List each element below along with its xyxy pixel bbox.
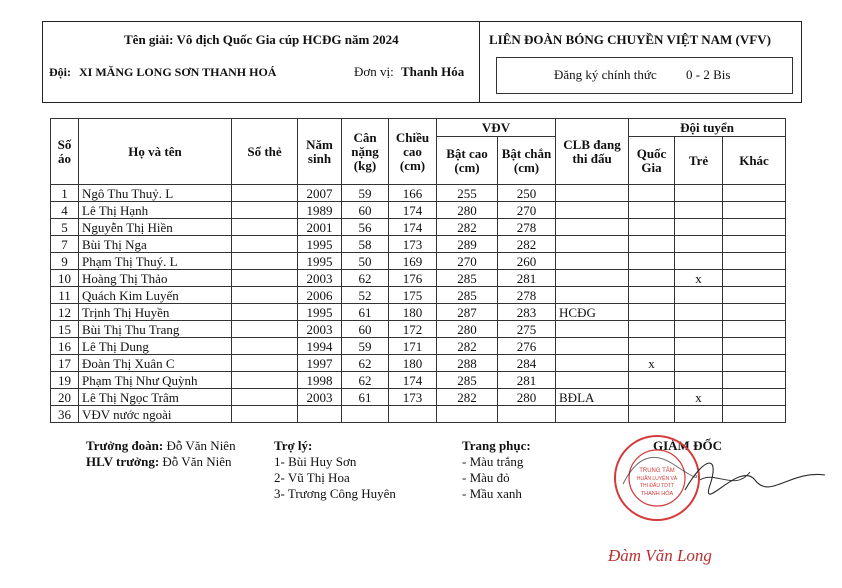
table-row bbox=[51, 202, 786, 219]
cell-youth bbox=[675, 219, 723, 236]
cell-other bbox=[723, 355, 786, 372]
col-national: Quốc Gia bbox=[629, 137, 675, 185]
cell-name: Quách Kim Luyến bbox=[79, 287, 232, 304]
cell-name: Phạm Thị Thuý. L bbox=[79, 253, 232, 270]
col-spike: Bật cao (cm) bbox=[437, 137, 498, 185]
cell-national bbox=[629, 287, 675, 304]
cell-national bbox=[629, 219, 675, 236]
cell-card bbox=[232, 219, 298, 236]
table-row bbox=[51, 219, 786, 236]
cell-year: 2003 bbox=[298, 321, 342, 338]
table-row bbox=[51, 185, 786, 202]
cell-card bbox=[232, 202, 298, 219]
uniform-item: - Mầu xanh bbox=[462, 486, 522, 501]
cell-year: 1997 bbox=[298, 355, 342, 372]
cell-block: 281 bbox=[498, 372, 556, 389]
col-block: Bật chắn (cm) bbox=[498, 137, 556, 185]
cell-card bbox=[232, 372, 298, 389]
cell-block: 278 bbox=[498, 287, 556, 304]
cell-other bbox=[723, 202, 786, 219]
cell-name: Nguyễn Thị Hiền bbox=[79, 219, 232, 236]
cell-club: BĐLA bbox=[556, 389, 629, 406]
cell-block: 281 bbox=[498, 270, 556, 287]
cell-card bbox=[232, 185, 298, 202]
cell-card bbox=[232, 389, 298, 406]
table-row bbox=[51, 304, 786, 321]
cell-weight bbox=[342, 406, 389, 423]
cell-youth bbox=[675, 338, 723, 355]
uniform-block bbox=[462, 438, 531, 502]
cell-youth bbox=[675, 372, 723, 389]
cell-other bbox=[723, 270, 786, 287]
cell-name: Lê Thị Ngọc Trâm bbox=[79, 389, 232, 406]
table-row bbox=[51, 338, 786, 355]
cell-year: 1995 bbox=[298, 236, 342, 253]
manager-name: Đỗ Văn Niên bbox=[166, 438, 236, 453]
cell-other bbox=[723, 338, 786, 355]
cell-block: 275 bbox=[498, 321, 556, 338]
table-row bbox=[51, 372, 786, 389]
cell-height: 171 bbox=[389, 338, 437, 355]
cell-block: 276 bbox=[498, 338, 556, 355]
cell-block: 280 bbox=[498, 389, 556, 406]
cell-year bbox=[298, 406, 342, 423]
cell-height: 173 bbox=[389, 389, 437, 406]
table-row bbox=[51, 389, 786, 406]
cell-club bbox=[556, 185, 629, 202]
cell-club bbox=[556, 406, 629, 423]
cell-other bbox=[723, 219, 786, 236]
cell-spike: 282 bbox=[437, 338, 498, 355]
cell-number: 9 bbox=[51, 253, 79, 270]
cell-spike: 287 bbox=[437, 304, 498, 321]
cell-number: 4 bbox=[51, 202, 79, 219]
cell-weight: 62 bbox=[342, 355, 389, 372]
cell-national bbox=[629, 185, 675, 202]
cell-year: 1994 bbox=[298, 338, 342, 355]
cell-national bbox=[629, 270, 675, 287]
cell-spike bbox=[437, 406, 498, 423]
cell-year: 2007 bbox=[298, 185, 342, 202]
cell-weight: 59 bbox=[342, 338, 389, 355]
cell-weight: 60 bbox=[342, 321, 389, 338]
cell-weight: 62 bbox=[342, 372, 389, 389]
table-row bbox=[51, 270, 786, 287]
uniform-item: - Màu trắng bbox=[462, 454, 524, 469]
cell-youth: x bbox=[675, 270, 723, 287]
header-box bbox=[42, 21, 802, 103]
cell-height: 175 bbox=[389, 287, 437, 304]
cell-club bbox=[556, 236, 629, 253]
col-team-group: Đội tuyển bbox=[629, 119, 786, 137]
cell-number: 15 bbox=[51, 321, 79, 338]
cell-youth bbox=[675, 321, 723, 338]
col-club: CLB đang thi đấu bbox=[556, 119, 629, 185]
registration-label: Đăng ký chính thức bbox=[554, 67, 657, 82]
cell-national bbox=[629, 236, 675, 253]
cell-height: 180 bbox=[389, 304, 437, 321]
assistants-block bbox=[274, 438, 396, 502]
cell-national bbox=[629, 304, 675, 321]
roster-body bbox=[51, 185, 786, 423]
cell-weight: 62 bbox=[342, 270, 389, 287]
assistant-item: 2- Vũ Thị Hoa bbox=[274, 470, 350, 485]
cell-number: 10 bbox=[51, 270, 79, 287]
cell-youth bbox=[675, 304, 723, 321]
registration-box bbox=[496, 57, 793, 94]
team-name: XI MĂNG LONG SƠN THANH HOÁ bbox=[79, 65, 277, 79]
svg-text:THI ĐẤU TDTT: THI ĐẤU TDTT bbox=[639, 483, 675, 489]
cell-block: 270 bbox=[498, 202, 556, 219]
cell-block: 250 bbox=[498, 185, 556, 202]
cell-youth bbox=[675, 202, 723, 219]
uniform-label: Trang phục: bbox=[462, 438, 531, 453]
cell-card bbox=[232, 253, 298, 270]
cell-year: 1995 bbox=[298, 304, 342, 321]
cell-year: 1989 bbox=[298, 202, 342, 219]
cell-number: 1 bbox=[51, 185, 79, 202]
cell-name: Ngô Thu Thuỷ. L bbox=[79, 185, 232, 202]
cell-youth bbox=[675, 236, 723, 253]
col-weight: Cân nặng (kg) bbox=[342, 119, 389, 185]
director-name: Đàm Văn Long bbox=[608, 546, 712, 565]
cell-block: 278 bbox=[498, 219, 556, 236]
cell-national bbox=[629, 202, 675, 219]
cell-card bbox=[232, 270, 298, 287]
cell-name: Hoàng Thị Thảo bbox=[79, 270, 232, 287]
table-row bbox=[51, 253, 786, 270]
cell-other bbox=[723, 236, 786, 253]
cell-card bbox=[232, 321, 298, 338]
cell-name: Bùi Thị Nga bbox=[79, 236, 232, 253]
cell-year: 2001 bbox=[298, 219, 342, 236]
roster-table bbox=[50, 118, 786, 423]
cell-other bbox=[723, 372, 786, 389]
coach-name: Đỗ Văn Niên bbox=[162, 454, 232, 469]
cell-spike: 282 bbox=[437, 389, 498, 406]
cell-number: 5 bbox=[51, 219, 79, 236]
cell-other bbox=[723, 321, 786, 338]
cell-name: Lê Thị Hạnh bbox=[79, 202, 232, 219]
cell-club bbox=[556, 202, 629, 219]
assistants-label: Trợ lý: bbox=[274, 438, 313, 453]
cell-spike: 285 bbox=[437, 372, 498, 389]
cell-height: 174 bbox=[389, 219, 437, 236]
cell-height: 176 bbox=[389, 270, 437, 287]
cell-youth bbox=[675, 185, 723, 202]
cell-number: 36 bbox=[51, 406, 79, 423]
cell-youth bbox=[675, 355, 723, 372]
cell-youth bbox=[675, 287, 723, 304]
cell-weight: 58 bbox=[342, 236, 389, 253]
cell-youth bbox=[675, 406, 723, 423]
cell-youth bbox=[675, 253, 723, 270]
col-name: Họ và tên bbox=[79, 119, 232, 185]
table-row bbox=[51, 287, 786, 304]
cell-national bbox=[629, 253, 675, 270]
cell-name: Lê Thị Dung bbox=[79, 338, 232, 355]
cell-block: 282 bbox=[498, 236, 556, 253]
cell-card bbox=[232, 338, 298, 355]
cell-weight: 50 bbox=[342, 253, 389, 270]
cell-name: Trịnh Thị Huyền bbox=[79, 304, 232, 321]
cell-block bbox=[498, 406, 556, 423]
cell-spike: 289 bbox=[437, 236, 498, 253]
cell-height bbox=[389, 406, 437, 423]
cell-national bbox=[629, 389, 675, 406]
cell-club bbox=[556, 355, 629, 372]
staff-left bbox=[86, 438, 236, 470]
cell-national bbox=[629, 321, 675, 338]
col-year: Năm sinh bbox=[298, 119, 342, 185]
cell-number: 7 bbox=[51, 236, 79, 253]
cell-weight: 61 bbox=[342, 304, 389, 321]
cell-height: 173 bbox=[389, 236, 437, 253]
cell-club bbox=[556, 219, 629, 236]
cell-club bbox=[556, 372, 629, 389]
assistant-item: 3- Trương Công Huyên bbox=[274, 486, 396, 501]
cell-year: 2003 bbox=[298, 389, 342, 406]
svg-text:THANH HÓA: THANH HÓA bbox=[640, 491, 674, 497]
col-height: Chiều cao (cm) bbox=[389, 119, 437, 185]
col-card: Số thẻ bbox=[232, 119, 298, 185]
cell-year: 2006 bbox=[298, 287, 342, 304]
cell-weight: 61 bbox=[342, 389, 389, 406]
cell-national bbox=[629, 406, 675, 423]
cell-height: 180 bbox=[389, 355, 437, 372]
cell-name: Phạm Thị Như Quỳnh bbox=[79, 372, 232, 389]
cell-other bbox=[723, 287, 786, 304]
cell-number: 11 bbox=[51, 287, 79, 304]
table-row bbox=[51, 236, 786, 253]
cell-spike: 285 bbox=[437, 270, 498, 287]
cell-name: VĐV nước ngoài bbox=[79, 406, 232, 423]
col-vdv-group: VĐV bbox=[437, 119, 556, 137]
cell-other bbox=[723, 389, 786, 406]
cell-other bbox=[723, 253, 786, 270]
cell-spike: 285 bbox=[437, 287, 498, 304]
cell-card bbox=[232, 304, 298, 321]
cell-block: 283 bbox=[498, 304, 556, 321]
svg-text:HUẤN LUYỆN VÀ: HUẤN LUYỆN VÀ bbox=[636, 476, 678, 482]
cell-club bbox=[556, 270, 629, 287]
cell-card bbox=[232, 355, 298, 372]
uniform-item: - Màu đỏ bbox=[462, 470, 510, 485]
table-row bbox=[51, 355, 786, 372]
cell-club: HCĐG bbox=[556, 304, 629, 321]
cell-number: 19 bbox=[51, 372, 79, 389]
cell-name: Bùi Thị Thu Trang bbox=[79, 321, 232, 338]
cell-club bbox=[556, 321, 629, 338]
director-label: GIÁM ĐỐC bbox=[653, 438, 722, 453]
cell-club bbox=[556, 338, 629, 355]
cell-weight: 56 bbox=[342, 219, 389, 236]
table-row bbox=[51, 321, 786, 338]
unit-label: Đơn vị: bbox=[354, 64, 394, 79]
cell-weight: 60 bbox=[342, 202, 389, 219]
cell-weight: 59 bbox=[342, 185, 389, 202]
cell-spike: 280 bbox=[437, 202, 498, 219]
cell-block: 260 bbox=[498, 253, 556, 270]
cell-card bbox=[232, 236, 298, 253]
team-label: Đội: bbox=[49, 65, 71, 79]
cell-national bbox=[629, 338, 675, 355]
signature-icon bbox=[680, 450, 830, 500]
cell-year: 1998 bbox=[298, 372, 342, 389]
cell-card bbox=[232, 287, 298, 304]
coach-label: HLV trưởng: bbox=[86, 454, 160, 469]
cell-number: 17 bbox=[51, 355, 79, 372]
cell-national bbox=[629, 372, 675, 389]
cell-height: 172 bbox=[389, 321, 437, 338]
cell-year: 1995 bbox=[298, 253, 342, 270]
tournament-title: Tên giải: Vô địch Quốc Gia cúp HCĐG năm 2024 bbox=[124, 32, 399, 47]
cell-other bbox=[723, 304, 786, 321]
federation-title: LIÊN ĐOÀN BÓNG CHUYỀN VIỆT NAM (VFV) bbox=[489, 32, 771, 47]
table-row bbox=[51, 406, 786, 423]
cell-national: x bbox=[629, 355, 675, 372]
col-other: Khác bbox=[723, 137, 786, 185]
cell-card bbox=[232, 406, 298, 423]
cell-number: 12 bbox=[51, 304, 79, 321]
header-divider bbox=[479, 22, 480, 102]
cell-spike: 280 bbox=[437, 321, 498, 338]
cell-spike: 270 bbox=[437, 253, 498, 270]
svg-text:TRUNG TÂM: TRUNG TÂM bbox=[639, 468, 675, 474]
cell-spike: 282 bbox=[437, 219, 498, 236]
col-number: Số áo bbox=[51, 119, 79, 185]
cell-youth: x bbox=[675, 389, 723, 406]
cell-height: 174 bbox=[389, 202, 437, 219]
cell-name: Đoàn Thị Xuân C bbox=[79, 355, 232, 372]
registration-code: 0 - 2 Bis bbox=[686, 67, 731, 82]
cell-block: 284 bbox=[498, 355, 556, 372]
manager-label: Trưởng đoàn: bbox=[86, 438, 164, 453]
cell-height: 166 bbox=[389, 185, 437, 202]
cell-year: 2003 bbox=[298, 270, 342, 287]
cell-height: 174 bbox=[389, 372, 437, 389]
cell-spike: 288 bbox=[437, 355, 498, 372]
cell-number: 16 bbox=[51, 338, 79, 355]
cell-club bbox=[556, 253, 629, 270]
cell-club bbox=[556, 287, 629, 304]
unit-name: Thanh Hóa bbox=[401, 64, 465, 79]
col-youth: Trẻ bbox=[675, 137, 723, 185]
cell-other bbox=[723, 406, 786, 423]
cell-other bbox=[723, 185, 786, 202]
cell-spike: 255 bbox=[437, 185, 498, 202]
assistant-item: 1- Bùi Huy Sơn bbox=[274, 454, 357, 469]
cell-height: 169 bbox=[389, 253, 437, 270]
cell-number: 20 bbox=[51, 389, 79, 406]
cell-weight: 52 bbox=[342, 287, 389, 304]
